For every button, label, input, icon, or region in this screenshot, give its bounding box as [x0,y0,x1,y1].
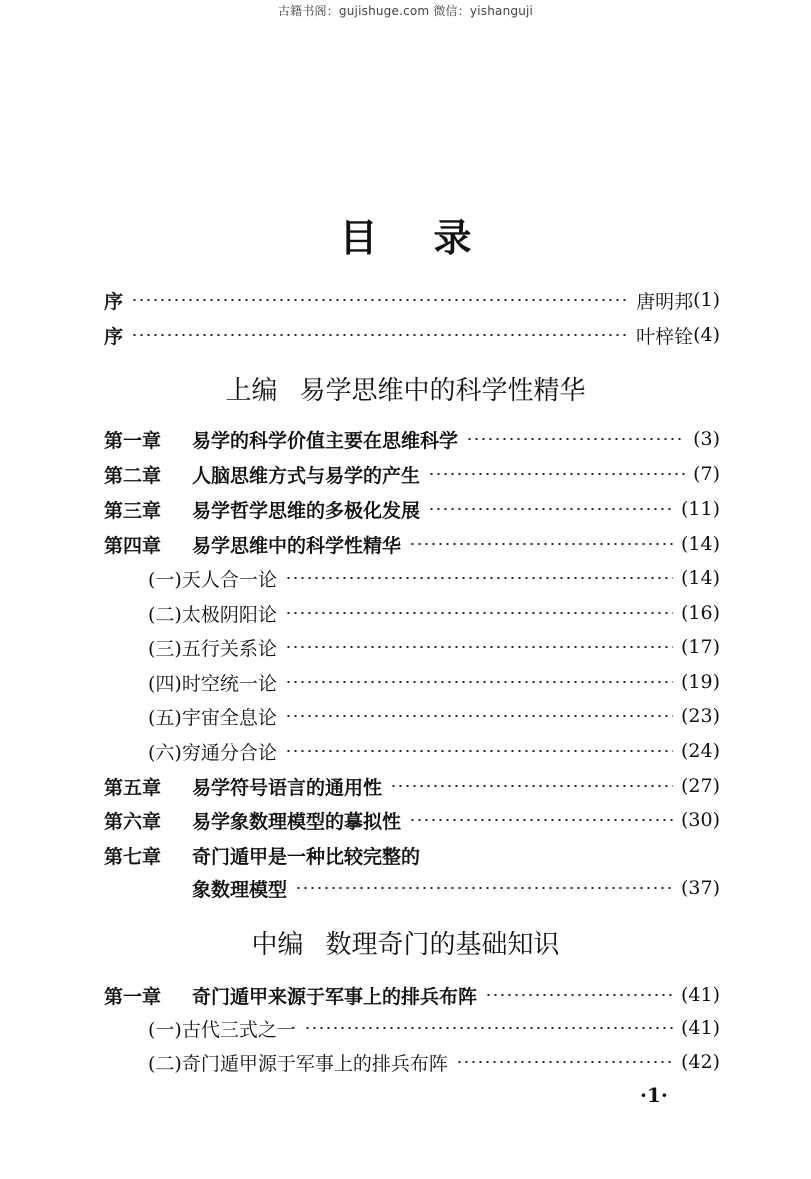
chapter-title: 奇门遁甲来源于军事上的排兵布阵 [192,985,478,1008]
section-title: (四)时空统一论 [148,672,277,695]
chapter-title: 易学思维中的科学性精华 [192,534,402,557]
dot-leader [390,785,673,787]
chapter-number: 第一章 [104,429,162,452]
page-ref: (37) [680,877,720,899]
dot-leader [428,508,673,510]
dot-leader [131,299,628,301]
section-title: (二)太极阴阳论 [148,603,277,626]
section-title: (一)古代三式之一 [148,1018,296,1041]
page-ref: (23) [680,705,720,727]
toc-entry-section[interactable] [148,1047,720,1077]
chapter-title: 易学哲学思维的多极化发展 [192,499,421,522]
preface-label: 序 [104,325,124,348]
dot-leader [428,473,685,475]
toc-entry-chapter[interactable] [104,980,720,1010]
toc-entry-chapter[interactable] [104,771,720,801]
dot-leader [285,577,673,579]
toc-entry-section[interactable] [148,632,720,662]
section-title: (一)天人合一论 [148,568,277,591]
chapter-title: 易学符号语言的通用性 [192,776,383,799]
chapter-title-continued: 象数理模型 [192,878,288,901]
toc-entry-section[interactable] [148,598,720,628]
toc-entry-preface-1[interactable] [104,285,720,315]
toc-entry-preface-2[interactable] [104,320,720,350]
chapter-title: 奇门遁甲是一种比较完整的 [192,845,421,868]
toc-entry-section[interactable] [148,563,720,593]
part-heading-2 [0,924,811,961]
chapter-number: 第三章 [104,499,162,522]
page-ref: (30) [680,809,720,831]
page-ref: (17) [680,636,720,658]
section-title: (三)五行关系论 [148,637,277,660]
chapter-title: 易学的科学价值主要在思维科学 [192,429,459,452]
chapter-number: 第七章 [104,845,162,868]
page-ref: (16) [680,602,720,624]
page-ref: (14) [680,533,720,555]
section-title: (二)奇门遁甲源于军事上的排兵布阵 [148,1052,448,1075]
toc-entry-chapter-7-line-2[interactable] [192,873,720,903]
page-ref: (1) [693,289,720,311]
dot-leader [295,887,673,889]
dot-leader [131,334,628,336]
page-ref: (14) [680,567,720,589]
dot-leader [485,994,673,996]
page-ref: (3) [693,428,720,450]
chapter-title: 人脑思维方式与易学的产生 [192,464,421,487]
page-ref: (19) [680,671,720,693]
watermark-text: 古籍书阁：gujishuge.com 微信：yishanguji [277,4,534,18]
page-ref: (27) [680,775,720,797]
chapter-number: 第五章 [104,776,162,799]
page-title: 目录 [339,216,528,260]
dot-leader [456,1061,673,1063]
toc-entry-chapter[interactable] [104,529,720,559]
dot-leader [285,681,673,683]
preface-author: 唐明邦 [636,290,694,313]
part-label: 中编 [251,930,304,960]
section-title: (六)穷通分合论 [148,741,277,764]
page-ref: (24) [680,740,720,762]
dot-leader [285,715,673,717]
page-ref: (11) [680,498,720,520]
part-heading-1 [0,370,811,407]
chapter-number: 第一章 [104,985,162,1008]
chapter-title: 易学象数理模型的摹拟性 [192,810,402,833]
page-ref: (7) [693,463,720,485]
dot-leader [285,646,673,648]
part-title: 易学思维中的科学性精华 [299,376,586,406]
page-ref: (41) [680,984,720,1006]
page-number: ·1· [640,1083,668,1107]
toc-entry-chapter[interactable] [104,424,720,454]
part-label: 上编 [225,376,278,406]
preface-author: 叶梓铨 [636,325,694,348]
section-title: (五)宇宙全息论 [148,706,277,729]
page-ref: (42) [680,1051,720,1073]
chapter-number: 第四章 [104,534,162,557]
part-title: 数理奇门的基础知识 [325,930,560,960]
dot-leader [409,543,673,545]
toc-entry-section[interactable] [148,1013,720,1043]
page-ref: (4) [693,324,720,346]
chapter-number: 第六章 [104,810,162,833]
dot-leader [285,750,673,752]
dot-leader [409,819,673,821]
toc-entry-chapter[interactable] [104,459,720,489]
dot-leader [285,612,673,614]
dot-leader [304,1027,673,1029]
dot-leader [466,438,685,440]
preface-label: 序 [104,290,124,313]
toc-entry-chapter[interactable] [104,494,720,524]
toc-entry-section[interactable] [148,667,720,697]
toc-entry-chapter[interactable] [104,805,720,835]
toc-entry-section[interactable] [148,736,720,766]
page-ref: (41) [680,1017,720,1039]
toc-entry-section[interactable] [148,701,720,731]
chapter-number: 第二章 [104,464,162,487]
toc-entry-chapter-7-line-1[interactable] [104,840,720,870]
